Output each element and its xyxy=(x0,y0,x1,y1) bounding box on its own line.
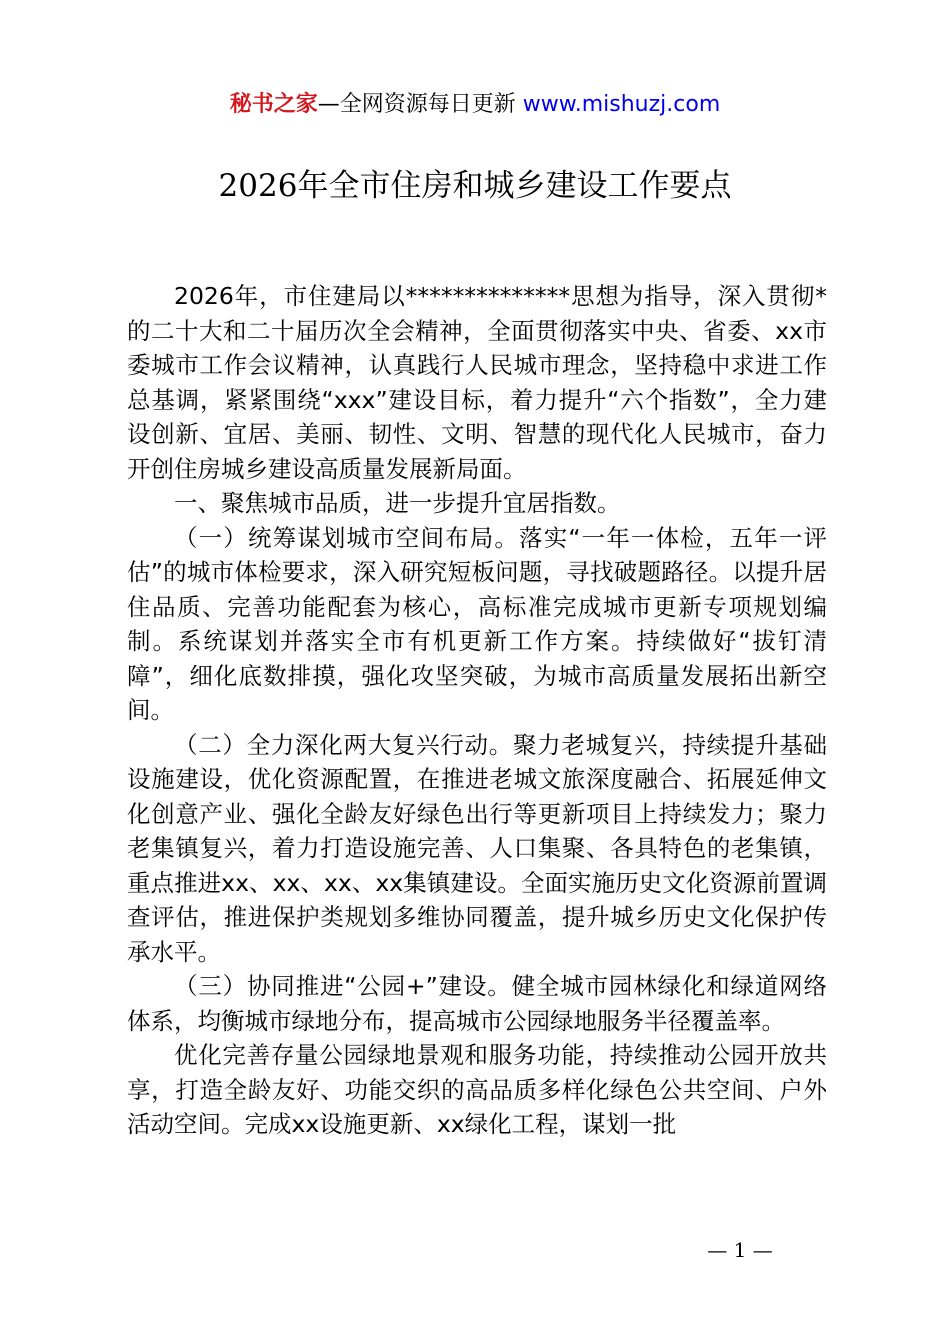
site-header xyxy=(0,90,950,120)
body-paragraph: 优化完善存量公园绿地景观和服务功能，持续推动公园开放共享，打造全龄友好、功能交织的高品质多样化绿色公共空间、户外活动空间。完成xx设施更新、xx绿化工程，谋划一批 xyxy=(127,1041,827,1138)
document-title: 2026年全市住房和城乡建设工作要点 xyxy=(218,168,732,204)
page-number: — 1 — xyxy=(707,1238,773,1262)
section-heading: 一、聚焦城市品质，进一步提升宜居指数。 xyxy=(174,489,621,517)
document-body xyxy=(127,279,827,1142)
brand-name: 秘书之家 xyxy=(229,92,318,117)
header-tagline: —全网资源每日更新 xyxy=(317,92,523,117)
site-url-link[interactable]: www.mishuzj.com xyxy=(522,92,721,117)
body-paragraph: （一）统筹谋划城市空间布局。落实“一年一体检，五年一评估”的城市体检要求，深入研究短板问题，寻找破题路径。以提升居住品质、完善功能配套为核心，高标准完成城市更新专项规划编制。系统谋划并落实全市有机更新工作方案。持续做好“拔钉清障”，细化底数排摸，强化攻坚突破，为城市高质量发展拓出新空间。 xyxy=(127,523,827,724)
body-paragraph: （三）协同推进“公园+”建设。健全城市园林绿化和绿道网络体系，均衡城市绿地分布，提高城市公园绿地服务半径覆盖率。 xyxy=(127,972,827,1035)
body-paragraph: （二）全力深化两大复兴行动。聚力老城复兴，持续提升基础设施建设，优化资源配置，在推进老城文旅深度融合、拓展延伸文化创意产业、强化全龄友好绿色出行等更新项目上持续发力；聚力老集镇复兴，着力打造设施完善、人口集聚、各具特色的老集镇，重点推进xx、xx、xx、xx集镇建设。全面实施历史文化资源前置调查评估，推进保护类规划多维协同覆盖，提升城乡历史文化保护传承水平。 xyxy=(127,730,827,966)
intro-paragraph: 2026年，市住建局以**************思想为指导，深入贯彻*的二十大和二十届历次全会精神，全面贯彻落实中央、省委、xx市委城市工作会议精神，认真践行人民城市理念，坚持稳中求进工作总基调，紧紧围绕“xxx”建设目标，着力提升“六个指数”，全力建设创新、宜居、美丽、韧性、文明、智慧的现代化人民城市，奋力开创住房城乡建设高质量发展新局面。 xyxy=(127,282,827,483)
